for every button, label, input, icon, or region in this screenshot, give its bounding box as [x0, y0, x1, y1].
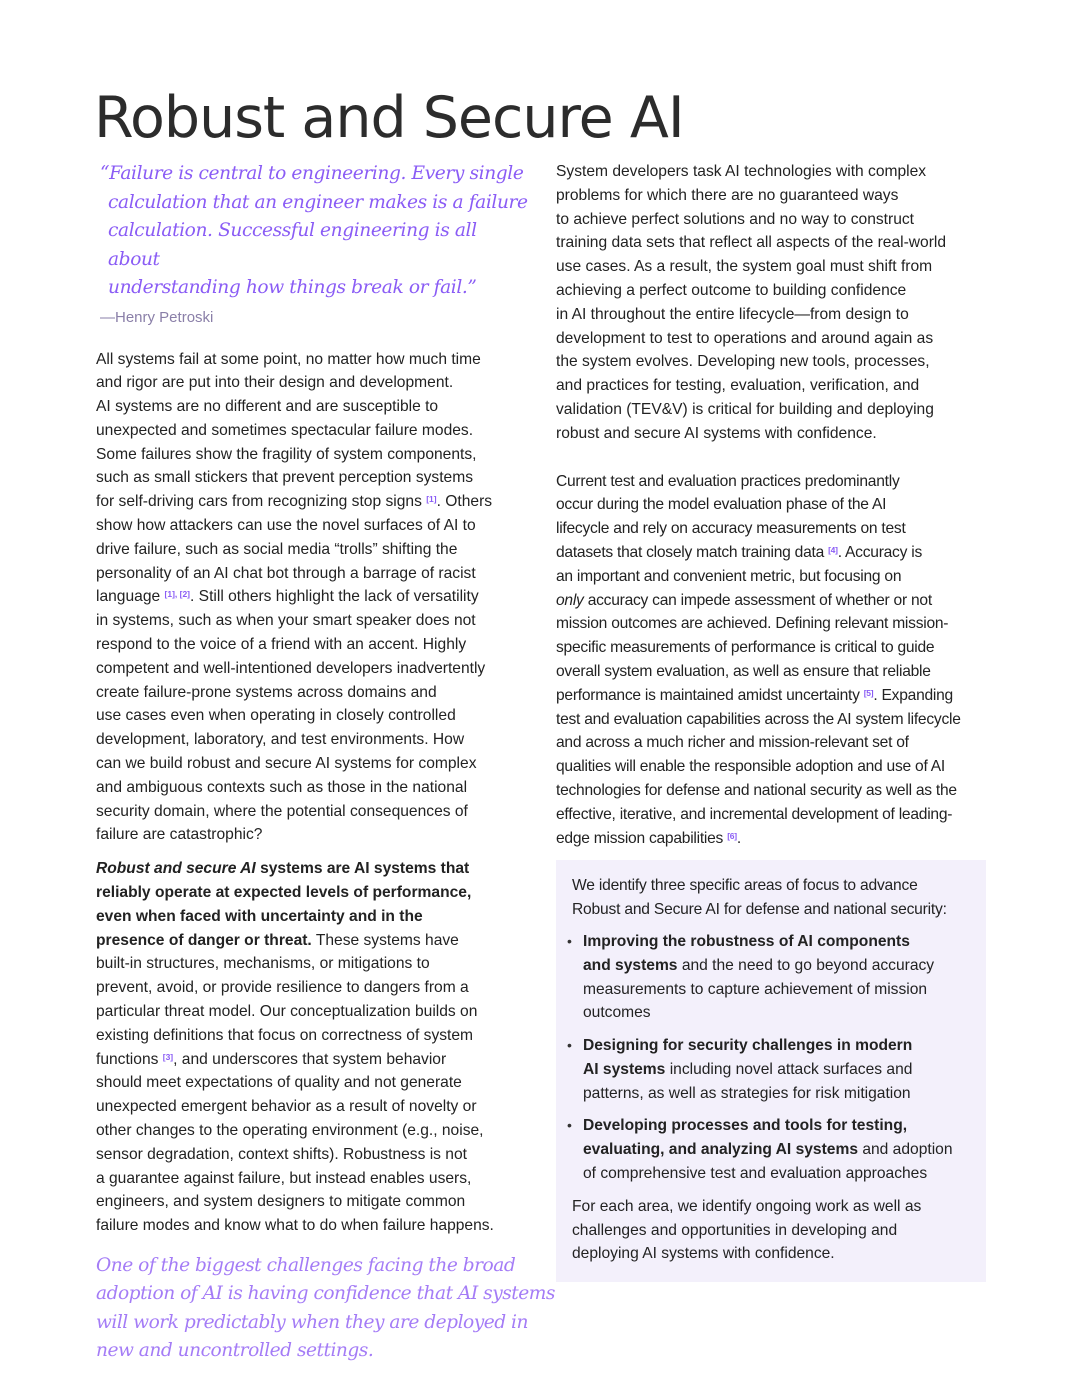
text-line: development to test to operations and around again as: [556, 329, 934, 347]
text-line: an important and convenient metric, but focusing on: [556, 567, 902, 585]
text-run: datasets that closely match training data: [556, 543, 829, 561]
text-line: other changes to the operating environment (e.g., noise,: [96, 1122, 484, 1139]
text-run: edge mission capabilities: [556, 829, 728, 847]
pull-quote-line: adoption of AI is having confidence that AI systems: [96, 1283, 555, 1305]
text-line: [583, 1114, 970, 1138]
focus-area-item: [567, 1034, 970, 1105]
text-line: use cases even when operating in closely controlled: [96, 707, 456, 725]
term-highlight: Robust and secure AI: [96, 860, 256, 878]
text-run: . Others: [436, 493, 493, 511]
text-line: [583, 1034, 970, 1058]
page-title: Robust and Secure AI: [94, 85, 684, 151]
text-run: language: [96, 588, 165, 606]
text-line: failure modes and know what to do when failure happens.: [96, 1217, 494, 1235]
text-line: particular threat model. Our conceptualization builds on: [96, 1003, 478, 1021]
text-line: respond to the voice of a friend with an accent. Highly: [96, 636, 467, 654]
text-run: and the need to go beyond accuracy: [677, 956, 935, 974]
epigraph-quote: [100, 160, 528, 303]
text-run: performance is maintained amidst uncertainty: [556, 686, 864, 704]
text-line: personality of an AI chat bot through a barrage of racist: [96, 564, 476, 582]
text-line: unexpected and sometimes spectacular failure modes.: [96, 421, 474, 439]
text-line: and rigor are put into their design and development.: [96, 374, 454, 392]
text-line: We identify three specific areas of focus to advance: [572, 877, 918, 895]
text-line: occur during the model evaluation phase of the AI: [556, 496, 887, 514]
text-line: Some failures show the fragility of system components,: [96, 445, 477, 463]
text-line: should meet expectations of quality and not generate: [96, 1074, 462, 1092]
text-line: test and evaluation capabilities across the AI system lifecycle: [556, 710, 961, 728]
text-line: such as small stickers that prevent perception systems: [96, 469, 473, 487]
epigraph-line: “Failure is central to engineering. Every single: [100, 163, 524, 184]
callout-closing: [572, 1195, 970, 1266]
text-run: . Still others highlight the lack of versatility: [190, 588, 479, 606]
text-line: [556, 589, 986, 613]
text-line: create failure-prone systems across domains and: [96, 683, 437, 701]
text-line: [556, 541, 986, 565]
text-line: a guarantee against failure, but instead enables users,: [96, 1169, 472, 1187]
focus-areas-callout: [556, 860, 986, 1282]
text-line: overall system evaluation, as well as ensure that reliable: [556, 662, 931, 680]
right-column: [556, 160, 986, 1282]
text-line: failure are catastrophic?: [96, 826, 263, 844]
citation-link[interactable]: [3]: [162, 1051, 174, 1062]
text-line: technologies for defense and national security as well as the: [556, 781, 957, 799]
text-run: accuracy can impede assessment of whether or not: [583, 591, 932, 609]
epigraph-line: calculation that an engineer makes is a failure: [108, 191, 528, 213]
text-line: problems for which there are no guaranteed ways: [556, 186, 899, 204]
text-line: [556, 827, 986, 851]
pull-quote-line: will work predictably when they are deployed in: [96, 1311, 528, 1333]
citation-link[interactable]: [1], [2]: [164, 589, 191, 600]
epigraph-attribution: —Henry Petroski: [100, 308, 214, 326]
text-line: System developers task AI technologies with complex: [556, 163, 927, 180]
text-line: engineers, and system designers to mitigate common: [96, 1193, 466, 1211]
text-line: achieving a perfect outcome to building confidence: [556, 281, 907, 299]
text-line: prevent, avoid, or provide resilience to dangers from a: [96, 979, 469, 997]
text-line: [96, 929, 528, 953]
text-line: Robust and Secure AI for defense and national security:: [572, 901, 947, 919]
epigraph-line: understanding how things break or fail.”: [108, 277, 477, 298]
text-line: in systems, such as when your smart speaker does not: [96, 612, 476, 630]
epigraph-line: calculation. Successful engineering is all about: [108, 220, 477, 270]
citation-link[interactable]: [4]: [828, 544, 838, 555]
text-line: drive failure, such as social media “trolls” shifting the: [96, 540, 458, 558]
text-run: .: [736, 829, 741, 847]
text-line: outcomes: [583, 1004, 651, 1022]
text-line: existing definitions that focus on correctness of system: [96, 1026, 474, 1044]
text-line: Current test and evaluation practices predominantly: [556, 472, 900, 490]
text-line: deploying AI systems with confidence.: [572, 1245, 835, 1263]
bold-text: systems are AI systems that: [255, 860, 470, 878]
text-line: measurements to capture achievement of mission: [583, 980, 928, 998]
text-line: All systems fail at some point, no matter how much time: [96, 350, 481, 368]
bullet-icon: •: [567, 1117, 572, 1134]
pull-quote-line: new and uncontrolled settings.: [96, 1340, 374, 1362]
text-run: functions: [96, 1050, 163, 1068]
text-run: These systems have: [311, 931, 459, 949]
text-run: including novel attack surfaces and: [665, 1060, 913, 1078]
citation-link[interactable]: [5]: [863, 687, 874, 698]
text-line: robust and secure AI systems with confidence.: [556, 424, 877, 442]
text-line: challenges and opportunities in developing and: [572, 1221, 898, 1239]
text-line: [583, 954, 970, 978]
text-line: and across a much richer and mission-relevant set of: [556, 734, 909, 752]
bullet-icon: •: [567, 932, 572, 949]
callout-intro: [572, 874, 970, 922]
text-line: specific measurements of performance is critical to guide: [556, 639, 935, 657]
text-line: unexpected emergent behavior as a result of novelty or: [96, 1098, 477, 1116]
bold-text: presence of danger or threat.: [96, 931, 312, 949]
definition-paragraph: [96, 857, 528, 1238]
bold-text: reliably operate at expected levels of performance,: [96, 884, 472, 902]
text-line: [96, 585, 528, 609]
bold-text: Developing processes and tools for testing,: [583, 1117, 908, 1135]
text-line: in AI throughout the entire lifecycle—from design to: [556, 305, 909, 323]
text-run: , and underscores that system behavior: [173, 1050, 447, 1068]
text-line: mission outcomes are achieved. Defining relevant mission-: [556, 615, 949, 633]
text-line: sensor degradation, context shifts). Robustness is not: [96, 1145, 467, 1163]
text-line: [583, 1138, 970, 1162]
text-line: [583, 1058, 970, 1082]
text-line: lifecycle and rely on accuracy measurements on test: [556, 520, 906, 538]
text-line: [96, 905, 528, 929]
text-run: for self-driving cars from recognizing stop signs: [96, 493, 427, 511]
bullet-icon: •: [567, 1037, 572, 1054]
text-line: and ambiguous contexts such as those in the national: [96, 778, 468, 796]
text-line: training data sets that reflect all aspects of the real-world: [556, 234, 947, 252]
bold-text: and systems: [583, 956, 678, 974]
text-line: and practices for testing, evaluation, verification, and: [556, 377, 920, 395]
text-line: the system evolves. Developing new tools, processes,: [556, 353, 930, 371]
text-line: [96, 490, 528, 514]
text-line: patterns, as well as strategies for risk mitigation: [583, 1084, 911, 1102]
lifecycle-paragraph: [556, 160, 986, 446]
text-line: qualities will enable the responsible adoption and use of AI: [556, 758, 945, 776]
bold-text: even when faced with uncertainty and in the: [96, 907, 423, 925]
citation-link[interactable]: [6]: [727, 830, 737, 841]
text-line: to achieve perfect solutions and no way to construct: [556, 210, 914, 228]
left-column: [96, 160, 555, 1366]
focus-area-item: [567, 1114, 970, 1185]
pull-quote-line: One of the biggest challenges facing the broad: [96, 1254, 516, 1276]
text-line: For each area, we identify ongoing work as well as: [572, 1197, 922, 1215]
text-line: [96, 1048, 528, 1072]
text-line: [96, 881, 528, 905]
bold-text: evaluating, and analyzing AI systems: [583, 1141, 858, 1159]
pull-quote: [96, 1252, 555, 1366]
text-line: use cases. As a result, the system goal must shift from: [556, 258, 933, 276]
text-line: [96, 857, 528, 881]
text-line: can we build robust and secure AI systems for complex: [96, 755, 477, 773]
text-line: development, laboratory, and test environments. How: [96, 731, 465, 749]
text-line: built-in structures, mechanisms, or mitigations to: [96, 955, 430, 973]
text-line: effective, iterative, and incremental development of leading-: [556, 805, 953, 823]
citation-link[interactable]: [1]: [426, 494, 437, 505]
text-run: and adoption: [858, 1141, 953, 1159]
focus-area-item: [567, 930, 970, 1025]
text-line: [583, 930, 970, 954]
text-line: validation (TEV&V) is critical for building and deploying: [556, 400, 934, 418]
bold-text: AI systems: [583, 1060, 666, 1078]
bold-text: Designing for security challenges in modern: [583, 1037, 913, 1055]
text-line: show how attackers can use the novel surfaces of AI to: [96, 517, 476, 535]
intro-paragraph: [96, 348, 528, 848]
text-line: [556, 684, 986, 708]
bold-text: Improving the robustness of AI components: [583, 932, 910, 950]
text-run: . Accuracy is: [837, 543, 922, 561]
text-line: of comprehensive test and evaluation approaches: [583, 1165, 928, 1183]
text-line: competent and well-intentioned developers inadvertently: [96, 659, 486, 677]
text-line: security domain, where the potential consequences of: [96, 802, 468, 820]
focus-areas-list: [567, 930, 970, 1186]
text-run: . Expanding: [873, 686, 953, 704]
emphasis-text: only: [556, 591, 584, 609]
text-line: AI systems are no different and are susceptible to: [96, 398, 439, 416]
test-evaluation-paragraph: [556, 470, 986, 851]
